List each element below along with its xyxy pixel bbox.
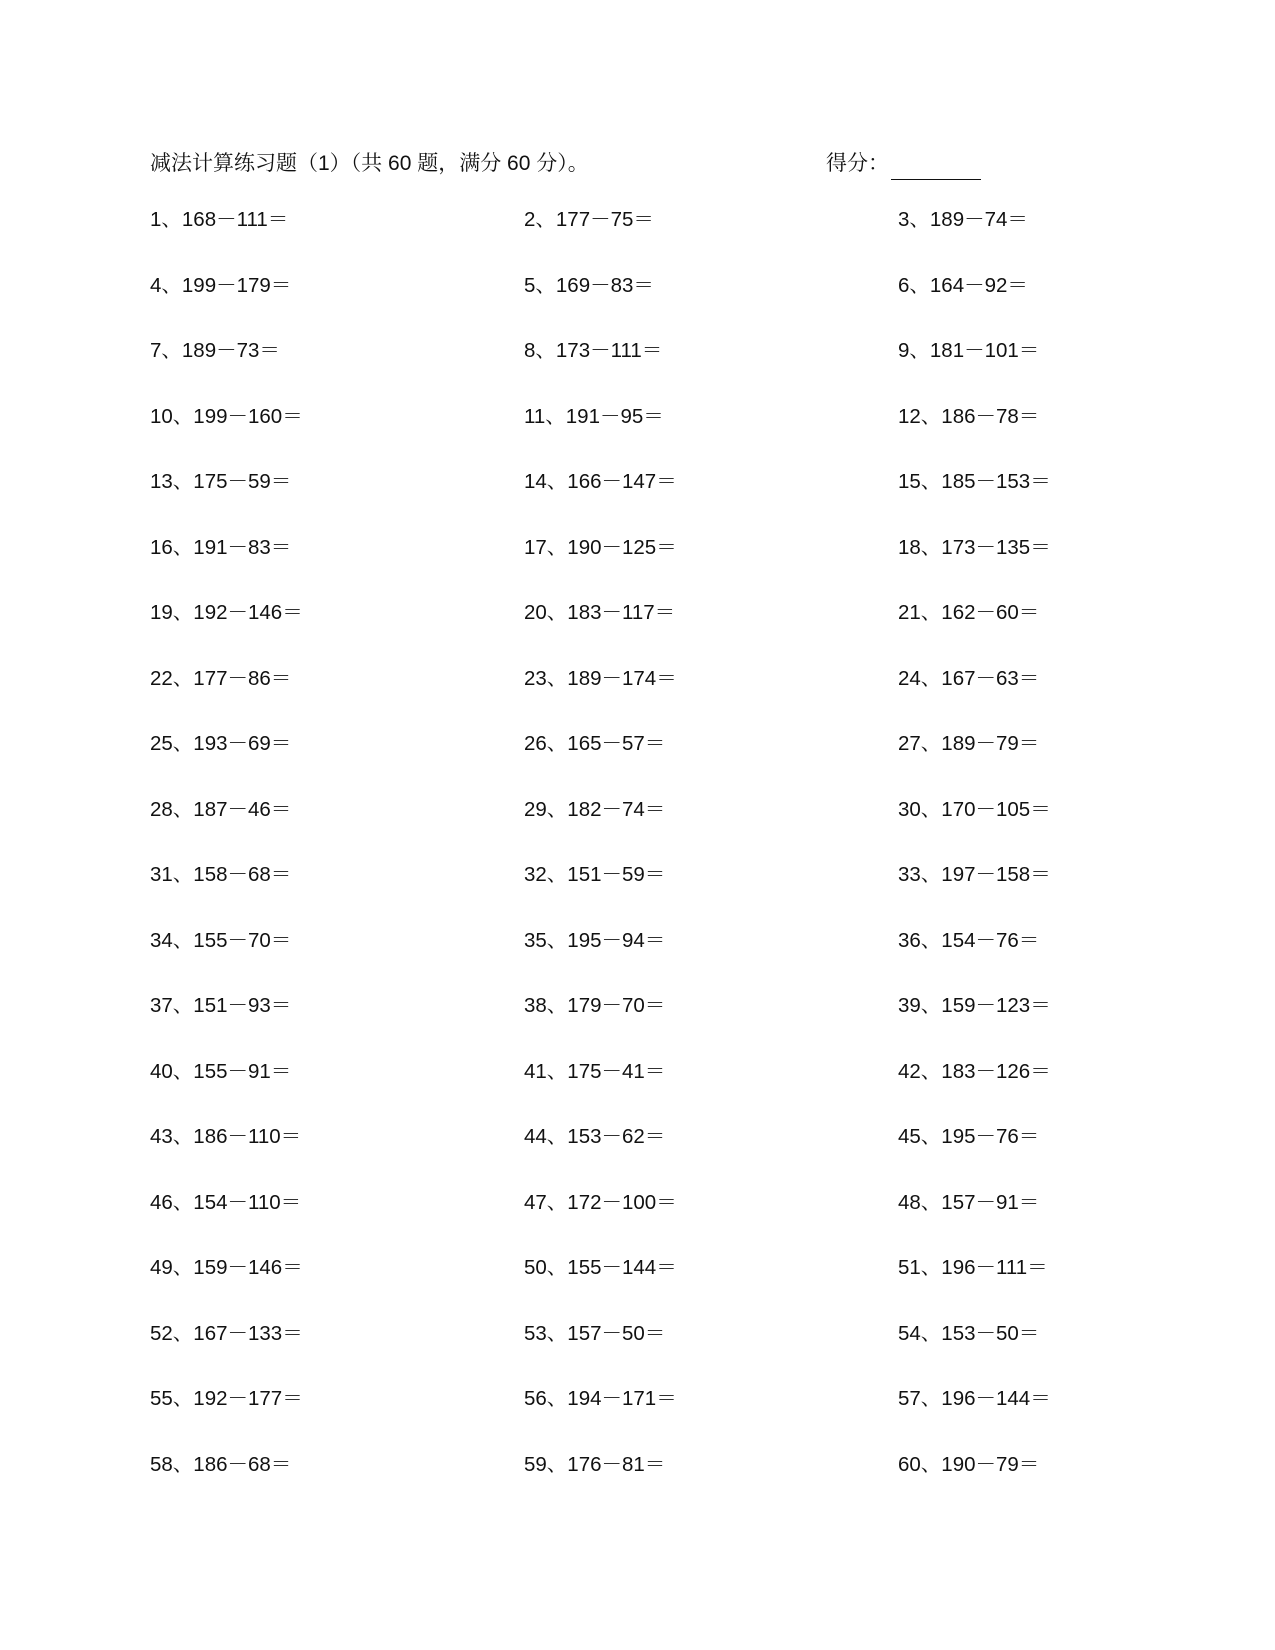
problem-item: 29、182－74＝ [524,797,666,821]
problem-item: 9、181－101＝ [898,339,1040,362]
score-label: 得分： [826,152,889,175]
problem-item: 49、159－146＝ [150,1256,303,1279]
problem-item: 3、189－74＝ [898,208,1028,231]
problem-item: 2、177－75＝ [524,208,654,231]
score-field [826,148,981,180]
problem-item: 24、167－63＝ [898,666,1040,690]
problem-item: 5、169－83＝ [524,273,654,297]
problem-item: 15、185－153＝ [898,470,1051,493]
problem-item: 39、159－123＝ [898,994,1051,1017]
problem-item: 17、190－125＝ [524,535,677,559]
problem-item: 42、183－126＝ [898,1059,1051,1083]
problem-item: 35、195－94＝ [524,928,666,952]
problem-item: 53、157－50＝ [524,1321,666,1345]
problem-item: 12、186－78＝ [898,404,1040,428]
problem-item: 55、192－177＝ [150,1387,303,1410]
problem-item: 18、173－135＝ [898,535,1051,559]
problem-item: 43、186－110＝ [150,1125,302,1148]
score-blank-line[interactable] [891,157,981,180]
problem-item: 57、196－144＝ [898,1387,1051,1410]
problem-item: 23、189－174＝ [524,666,677,690]
problem-item: 51、196－111＝ [898,1256,1048,1279]
problem-item: 8、173－111＝ [524,339,663,362]
problem-item: 10、199－160＝ [150,404,303,428]
problem-item: 54、153－50＝ [898,1321,1040,1345]
problem-item: 40、155－91＝ [150,1059,292,1083]
problem-item: 44、153－62＝ [524,1125,666,1148]
problem-item: 45、195－76＝ [898,1125,1040,1148]
problem-item: 38、179－70＝ [524,994,666,1017]
problem-item: 4、199－179＝ [150,273,292,297]
problem-item: 6、164－92＝ [898,273,1028,297]
problem-item: 20、183－117＝ [524,601,676,624]
problem-item: 32、151－59＝ [524,863,666,886]
problem-item: 37、151－93＝ [150,994,292,1017]
problem-item: 50、155－144＝ [524,1256,677,1279]
problem-item: 27、189－79＝ [898,732,1040,755]
problem-item: 34、155－70＝ [150,928,292,952]
problem-item: 22、177－86＝ [150,666,292,690]
problem-item: 14、166－147＝ [524,470,677,493]
problem-item: 28、187－46＝ [150,797,292,821]
problem-item: 60、190－79＝ [898,1452,1040,1476]
problem-item: 56、194－171＝ [524,1387,677,1410]
problem-item: 7、189－73＝ [150,339,280,362]
problem-item: 46、154－110＝ [150,1190,302,1214]
problem-item: 13、175－59＝ [150,470,292,493]
problem-item: 16、191－83＝ [150,535,292,559]
problem-item: 21、162－60＝ [898,601,1040,624]
worksheet-title: 减法计算练习题（1）（共 60 题，满分 60 分）。 [150,152,589,175]
problem-item: 41、175－41＝ [524,1059,666,1083]
worksheet-header [150,148,1000,180]
problem-item: 25、193－69＝ [150,732,292,755]
problem-item: 1、168－111＝ [150,208,289,231]
problem-item: 36、154－76＝ [898,928,1040,952]
problem-item: 33、197－158＝ [898,863,1051,886]
problem-item: 19、192－146＝ [150,601,303,624]
problem-item: 59、176－81＝ [524,1452,666,1476]
problem-item: 48、157－91＝ [898,1190,1040,1214]
problem-item: 30、170－105＝ [898,797,1051,821]
problem-item: 26、165－57＝ [524,732,666,755]
problem-grid [150,204,1150,1514]
problem-item: 47、172－100＝ [524,1190,677,1214]
problem-item: 52、167－133＝ [150,1321,303,1345]
problem-item: 31、158－68＝ [150,863,292,886]
problem-item: 58、186－68＝ [150,1452,292,1476]
problem-item: 11、191－95＝ [524,404,664,428]
